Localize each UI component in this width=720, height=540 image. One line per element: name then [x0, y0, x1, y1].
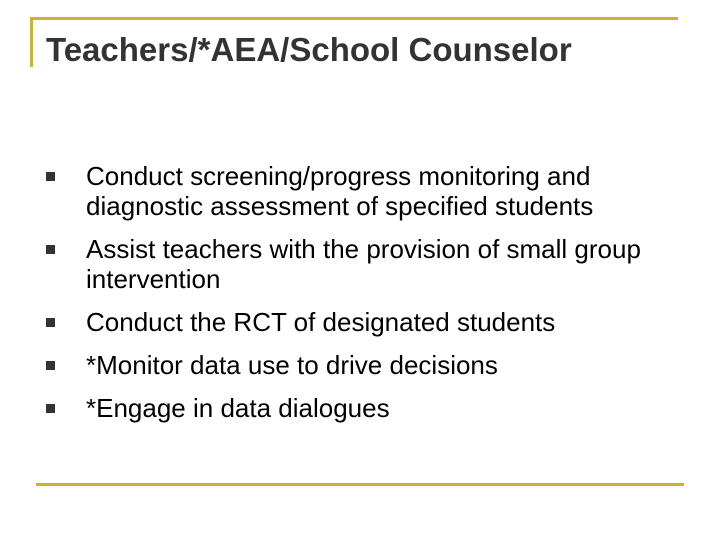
- left-accent-rule: [30, 17, 33, 67]
- square-bullet-icon: [46, 404, 55, 413]
- bullet-text: *Monitor data use to drive decisions: [86, 350, 498, 380]
- slide-title: Teachers/*AEA/School Counselor: [46, 31, 572, 68]
- bottom-accent-rule: [36, 483, 684, 486]
- bullet-item: [46, 234, 696, 294]
- square-bullet-icon: [46, 318, 55, 327]
- bullet-text: Assist teachers with the provision of small group intervention: [86, 234, 641, 294]
- bullet-list: [46, 161, 696, 423]
- bullet-text: Conduct screening/progress monitoring and diagnostic assessment of specified students: [86, 161, 594, 221]
- bullet-item: [46, 307, 696, 337]
- square-bullet-icon: [46, 361, 55, 370]
- square-bullet-icon: [46, 172, 55, 181]
- square-bullet-icon: [46, 245, 55, 254]
- bullet-item: [46, 350, 696, 380]
- bullet-text: *Engage in data dialogues: [86, 393, 390, 423]
- bullet-item: [46, 393, 696, 423]
- bullet-text: Conduct the RCT of designated students: [86, 307, 556, 337]
- bullet-item: [46, 161, 696, 221]
- top-accent-rule: [30, 17, 678, 20]
